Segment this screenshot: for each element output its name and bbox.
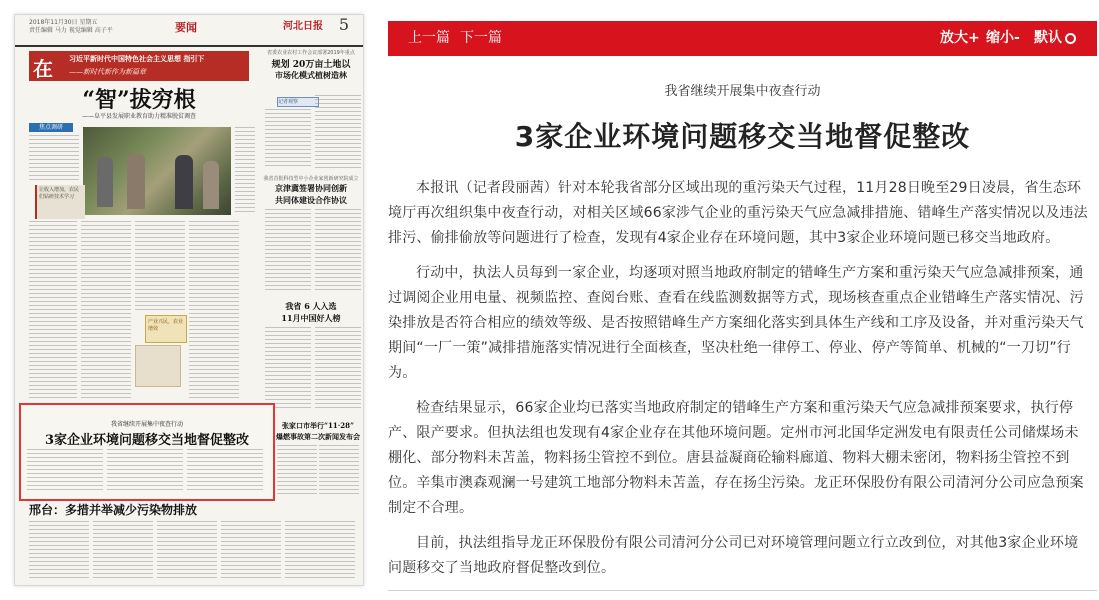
photo-figure xyxy=(175,155,193,209)
photo-figure xyxy=(97,157,113,207)
next-article-link[interactable]: 下一篇 xyxy=(460,30,502,46)
right-top-title1[interactable]: 规划 20万亩土地以 xyxy=(271,60,351,70)
divider xyxy=(388,590,1097,591)
text-block xyxy=(319,445,359,495)
highlighted-article-region[interactable] xyxy=(19,403,275,501)
masthead-section: 要闻 xyxy=(175,21,197,34)
ad-image xyxy=(135,345,181,387)
article-paragraph: 检查结果显示，66家企业均已落实当地政府制定的错峰生产方案和重污染天气应急减排预案要求，执行停产、限产要求。但执法组也发现有4家企业存在其他环境问题。定州市河北国华定洲发电有限责任公司储煤场未棚化、部分物料未苫盖，物料扬尘管控不到位。唐县益凝商砼输料廊道、物料大棚未密闭，物料扬尘管控不到位。辛集市澳森观澜一号建筑工地部分物料未苫盖，存在扬尘污染。龙正环保股份有限公司清河分公司应急预案制定不合理。 xyxy=(388,400,1084,516)
masthead-date-line: 2018年11月30日 星期五 xyxy=(29,19,98,26)
text-block xyxy=(277,445,317,495)
text-block xyxy=(81,221,131,399)
lead-photo xyxy=(83,127,231,215)
mid-title1[interactable]: 京津冀签署协同创新 xyxy=(275,183,347,193)
text-block xyxy=(265,209,311,293)
text-block xyxy=(29,135,79,183)
banner-line1-prefix: 指引下 xyxy=(183,55,205,63)
six-people-title2[interactable]: 11月中国好人榜 xyxy=(281,313,341,323)
text-block xyxy=(315,95,361,169)
prev-article-link[interactable]: 上一篇 xyxy=(408,30,450,46)
article-body xyxy=(388,176,1088,591)
article-title: 3家企业环境问题移交当地督促整改 xyxy=(514,120,971,153)
text-block xyxy=(315,327,361,411)
column-banner xyxy=(29,51,249,81)
mid-kicker: 我省首批科技型中小企业家创新研究院成立 xyxy=(263,176,359,182)
text-block xyxy=(135,221,185,311)
article-kicker: 我省继续开展集中夜查行动 xyxy=(664,84,821,99)
zhangjiakou-title2[interactable]: 爆燃事故第二次新闻发布会 xyxy=(276,432,360,441)
highlighted-article-title[interactable]: 3家企业环境问题移交当地督促整改 xyxy=(44,433,250,448)
masthead-date xyxy=(29,19,113,35)
zhangjiakou-title1[interactable]: 张家口市举行“11·28” xyxy=(282,421,354,430)
ad-box: 产业兴民，农业增效 xyxy=(145,315,187,343)
article-toolbar xyxy=(388,21,1097,56)
zoom-out-button[interactable]: 缩小- xyxy=(986,30,1020,46)
default-size-label: 默认 xyxy=(1034,30,1062,46)
text-block xyxy=(265,109,311,169)
text-block xyxy=(315,209,361,293)
banner-line1-text: 习近平新时代中国特色社会主义思想 xyxy=(69,55,181,63)
article-paragraph: 行动中，执法人员每到一家企业，均逐项对照当地政府制定的错峰生产方案和重污染天气应急减排预案，通过调阅企业用电量、视频监控、查阅台账、查看在线监测数据等方式，现场核查重点企业错峰生产落实情况、污染排放是否符合相应的绩效等级、是否按照错峰生产方案细化落实到具体生产线和工序及设备，并对重污染天气期间“一厂一策”减排措施落实情况进行全面核查，坚决杜绝一律停工、停业、停产等简单、机械的“一刀切”行为。 xyxy=(388,265,1084,381)
banner-line2: ——新时代新作为新篇章 xyxy=(69,68,146,76)
photo-figure xyxy=(203,161,219,209)
text-block xyxy=(187,449,263,491)
text-block xyxy=(93,521,153,581)
newspaper-logo: 河北日报 xyxy=(283,21,323,32)
banner-char: 在 xyxy=(33,57,53,81)
text-block xyxy=(221,521,281,581)
masthead-editor-line: 责任编辑 马力 视觉编辑 高子平 xyxy=(29,27,113,34)
highlighted-article-kicker: 我省继续开展集中夜查行动 xyxy=(110,421,183,428)
mid-title2[interactable]: 共同体建设合作协议 xyxy=(275,195,347,205)
six-people-title1[interactable]: 我省 6 人入选 xyxy=(285,301,337,311)
right-top-title2[interactable]: 市场化模式植树造林 xyxy=(275,70,347,80)
lead-subhead: ——阜平县发展职业教育助力精准脱贫调查 xyxy=(81,113,196,120)
text-block xyxy=(107,449,183,491)
right-top-kicker: 省委农业农村工作会议部署2019年重点 xyxy=(267,50,355,56)
text-block xyxy=(235,127,255,215)
text-block xyxy=(27,449,103,491)
page-number: 5 xyxy=(338,15,349,34)
text-block xyxy=(29,221,77,399)
article-paragraph: 本报讯（记者段丽茜）针对本轮我省部分区域出现的重污染天气过程，11月28日晚至29日凌晨，省生态环境厅再次组织集中夜查行动，对相关区域66家涉气企业的重污染天气应急减排措施、错峰生产落实情况以及违法排污、偷排偷放等问题进行了检查，发现有4家企业存在环境问题，其中3家企业环境问题已移交当地政府。 xyxy=(388,180,1088,246)
text-block xyxy=(285,521,355,581)
photo-caption: 让收入增加，农民们钻研技术学习 xyxy=(35,185,85,219)
circle-icon xyxy=(1065,33,1076,44)
photo-figure xyxy=(127,153,145,209)
default-size-button[interactable] xyxy=(1034,21,1076,56)
zoom-in-button[interactable]: 放大+ xyxy=(940,30,980,46)
text-block xyxy=(29,521,89,581)
lead-headline[interactable]: “智”拔穷根 xyxy=(82,87,196,113)
text-block xyxy=(189,221,239,399)
text-block xyxy=(265,327,311,411)
text-block xyxy=(157,521,217,581)
focus-tag: 焦点调研 xyxy=(29,123,73,132)
observer-tag: 记者观察 xyxy=(277,97,319,107)
xingtai-headline[interactable]: 邢台：多措并举减少污染物排放 xyxy=(29,503,198,517)
newspaper-page-thumbnail[interactable] xyxy=(14,14,364,586)
masthead xyxy=(15,15,363,47)
banner-line1 xyxy=(69,54,204,64)
article-paragraph: 目前，执法组指导龙正环保股份有限公司清河分公司已对环境管理问题立行立改到位，对其他3家企业环境问题移交了当地政府督促整改到位。 xyxy=(388,535,1079,576)
